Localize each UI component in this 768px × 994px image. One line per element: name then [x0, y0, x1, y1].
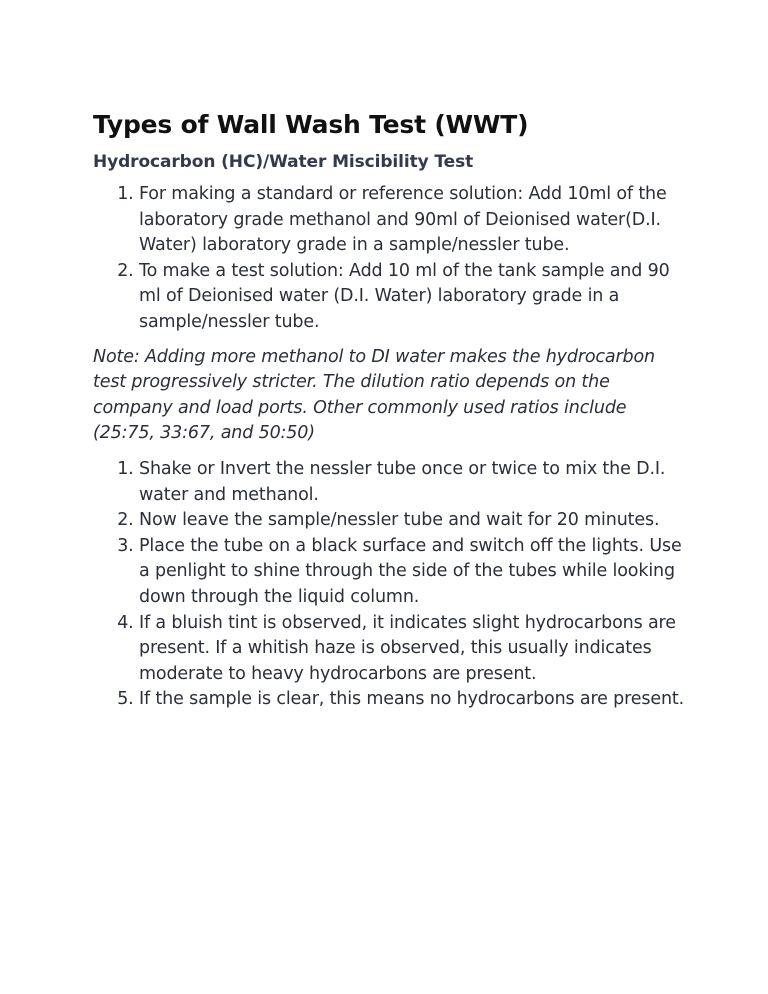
list-item: 4. If a bluish tint is observed, it indicates slight hydrocarbons are present. If a whitish haze is observed, this usually indicates moderate to heavy hydrocarbons are present. — [139, 611, 693, 688]
section-heading: Hydrocarbon (HC)/Water Miscibility Test — [93, 152, 474, 172]
list-item: 1. Shake or Invert the nessler tube once or twice to mix the D.I. water and methanol. — [139, 457, 693, 508]
document-page — [93, 108, 693, 713]
list-item: 2. To make a test solution: Add 10 ml of the tank sample and 90 ml of Deionised water (D.I. Water) laboratory grade in a sample/nessler tube. — [139, 259, 693, 336]
note-paragraph: Note: Adding more methanol to DI water makes the hydrocarbon test progressively stricter. The dilution ratio depends on the company and load ports. Other commonly used ratios include (25:75, 33:67, and 50:50) — [93, 346, 655, 444]
page-title: Types of Wall Wash Test (WWT) — [93, 110, 529, 139]
list-item: 1. For making a standard or reference solution: Add 10ml of the laboratory grade methanol and 90ml of Deionised water(D.I. Water) laboratory grade in a sample/nessler tube. — [139, 182, 693, 259]
procedure-steps-list — [93, 457, 693, 713]
list-item: 2. Now leave the sample/nessler tube and wait for 20 minutes. — [139, 508, 693, 534]
list-item: 3. Place the tube on a black surface and switch off the lights. Use a penlight to shine through the side of the tubes while looking down through the liquid column. — [139, 534, 693, 611]
list-item: 5. If the sample is clear, this means no hydrocarbons are present. — [139, 687, 693, 713]
preparation-steps-list — [93, 182, 693, 336]
